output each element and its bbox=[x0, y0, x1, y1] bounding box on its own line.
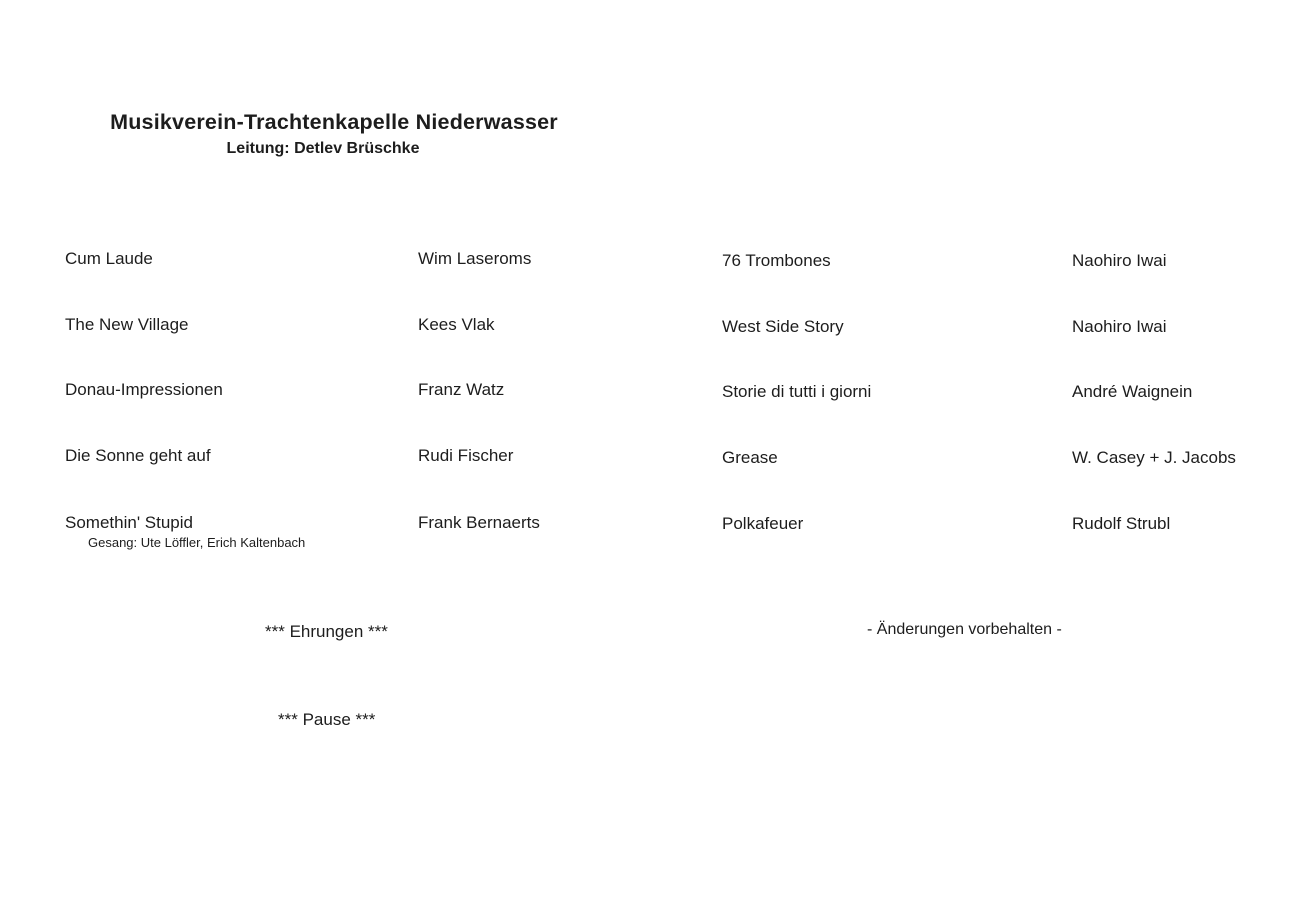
piece-title: Polkafeuer bbox=[722, 514, 804, 533]
piece-title: Storie di tutti i giorni bbox=[722, 382, 872, 401]
piece-composer: Kees Vlak bbox=[418, 315, 495, 334]
piece-composer: Franz Watz bbox=[418, 380, 505, 399]
pause-line: *** Pause *** bbox=[278, 710, 376, 729]
page-title: Musikverein-Trachtenkapelle Niederwasser bbox=[110, 110, 558, 134]
aenderungen-line: - Änderungen vorbehalten - bbox=[867, 621, 1062, 638]
piece-title: Grease bbox=[722, 448, 778, 467]
piece-title: Cum Laude bbox=[65, 249, 153, 268]
piece-composer: Naohiro Iwai bbox=[1072, 317, 1167, 336]
piece-title: Somethin' Stupid bbox=[65, 513, 193, 532]
piece-title: Donau-Impressionen bbox=[65, 380, 223, 399]
piece-title: 76 Trombones bbox=[722, 251, 831, 270]
piece-composer: Frank Bernaerts bbox=[418, 513, 540, 532]
piece-composer: W. Casey + J. Jacobs bbox=[1072, 448, 1236, 467]
piece-title: Die Sonne geht auf bbox=[65, 446, 211, 465]
piece-composer: Naohiro Iwai bbox=[1072, 251, 1167, 270]
piece-title: The New Village bbox=[65, 315, 189, 334]
piece-title: West Side Story bbox=[722, 317, 844, 336]
page-subtitle: Leitung: Detlev Brüschke bbox=[226, 140, 420, 157]
piece-vocals-note: Gesang: Ute Löffler, Erich Kaltenbach bbox=[88, 535, 306, 550]
ehrungen-line: *** Ehrungen *** bbox=[265, 622, 388, 641]
piece-composer: Wim Laseroms bbox=[418, 249, 532, 268]
piece-composer: Rudi Fischer bbox=[418, 446, 514, 465]
piece-composer: André Waignein bbox=[1072, 382, 1193, 401]
piece-composer: Rudolf Strubl bbox=[1072, 514, 1171, 533]
